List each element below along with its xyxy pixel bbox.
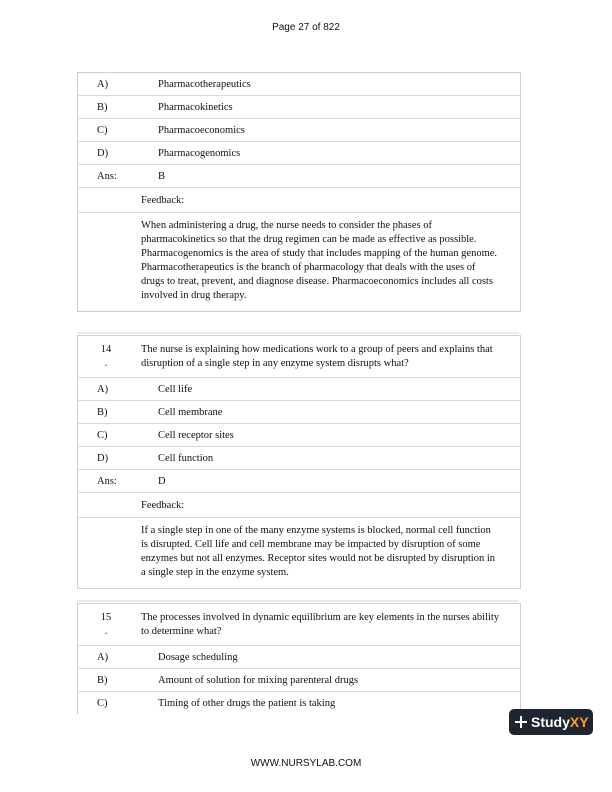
feedback-text: If a single step in one of the many enzyme systems is blocked, normal cell function is disrupted. Cell life and cell membrane may be impacted by disruption of some enzymes but not all enzymes. Receptor sites would not be disrupted by disruption in a single step in the enzyme system.: [78, 517, 520, 588]
option-text: Pharmacokinetics: [158, 102, 233, 113]
option-text: Cell receptor sites: [158, 430, 234, 441]
option-c: [78, 691, 520, 714]
option-b: [78, 400, 520, 423]
option-text: Amount of solution for mixing parenteral drugs: [158, 675, 359, 686]
question-number: 15 .: [100, 612, 112, 637]
option-label: A): [97, 79, 109, 90]
option-b: [78, 668, 520, 691]
option-text: Cell life: [158, 384, 193, 395]
option-text: Timing of other drugs the patient is taking: [158, 698, 336, 709]
answer-value: B: [158, 171, 166, 182]
page-indicator: Page 27 of 822: [272, 22, 340, 33]
answer-label: Ans:: [97, 171, 117, 182]
question-row: [78, 336, 520, 377]
option-text: Dosage scheduling: [158, 652, 238, 663]
feedback-header: [78, 492, 520, 517]
option-c: [78, 118, 520, 141]
answer-row: [78, 469, 520, 492]
option-label: B): [97, 407, 108, 418]
answer-label: Ans:: [97, 476, 117, 487]
option-label: C): [97, 430, 108, 441]
answer-row: [78, 164, 520, 187]
option-label: D): [97, 148, 109, 159]
answer-value: D: [158, 476, 166, 487]
option-text: Pharmacotherapeutics: [158, 79, 251, 90]
option-label: B): [97, 102, 108, 113]
option-text: Pharmacogenomics: [158, 148, 241, 159]
option-label: B): [97, 675, 108, 686]
option-a: [78, 377, 520, 400]
option-label: C): [97, 125, 108, 136]
option-d: [78, 141, 520, 164]
feedback-label: Feedback:: [141, 195, 185, 206]
plus-icon: [509, 709, 531, 735]
footer-site: WWW.NURSYLAB.COM: [250, 758, 362, 769]
question-block-15: [77, 603, 521, 714]
option-text: Pharmacoeconomics: [158, 125, 245, 136]
question-block-14: [77, 335, 521, 589]
brand-name: StudyXY: [531, 714, 589, 730]
studyxy-badge[interactable]: [509, 709, 593, 735]
option-label: A): [97, 384, 109, 395]
divider: [77, 332, 519, 334]
feedback-text: When administering a drug, the nurse needs to consider the phases of pharmacokinetics so that the drug regimen can be made as effective as possible. Pharmacogenomics is the area of study that includes mapping of the human genome. Pharmacotherapeutics is the branch of pharmacology that deals with the uses of drugs to treat, prevent, and diagnose disease. Pharmacoeconomics includes all costs involved in drug therapy.: [78, 212, 520, 311]
question-block-13-continued: [77, 72, 521, 312]
question-text: The processes involved in dynamic equilibrium are key elements in the nurses ability to determine what?: [141, 612, 500, 637]
feedback-header: [78, 187, 520, 212]
option-c: [78, 423, 520, 446]
divider: [77, 600, 519, 602]
question-text: The nurse is explaining how medications work to a group of peers and explains that disruption of a single step in any enzyme system disrupts what?: [141, 344, 493, 369]
option-a: [78, 645, 520, 668]
question-number: 14 .: [100, 344, 112, 369]
option-d: [78, 446, 520, 469]
option-text: Cell function: [158, 453, 214, 464]
question-row: [78, 604, 520, 645]
option-text: Cell membrane: [158, 407, 223, 418]
feedback-label: Feedback:: [141, 500, 185, 511]
option-label: C): [97, 698, 108, 709]
option-label: A): [97, 652, 109, 663]
option-a: [78, 73, 520, 95]
option-label: D): [97, 453, 109, 464]
option-b: [78, 95, 520, 118]
